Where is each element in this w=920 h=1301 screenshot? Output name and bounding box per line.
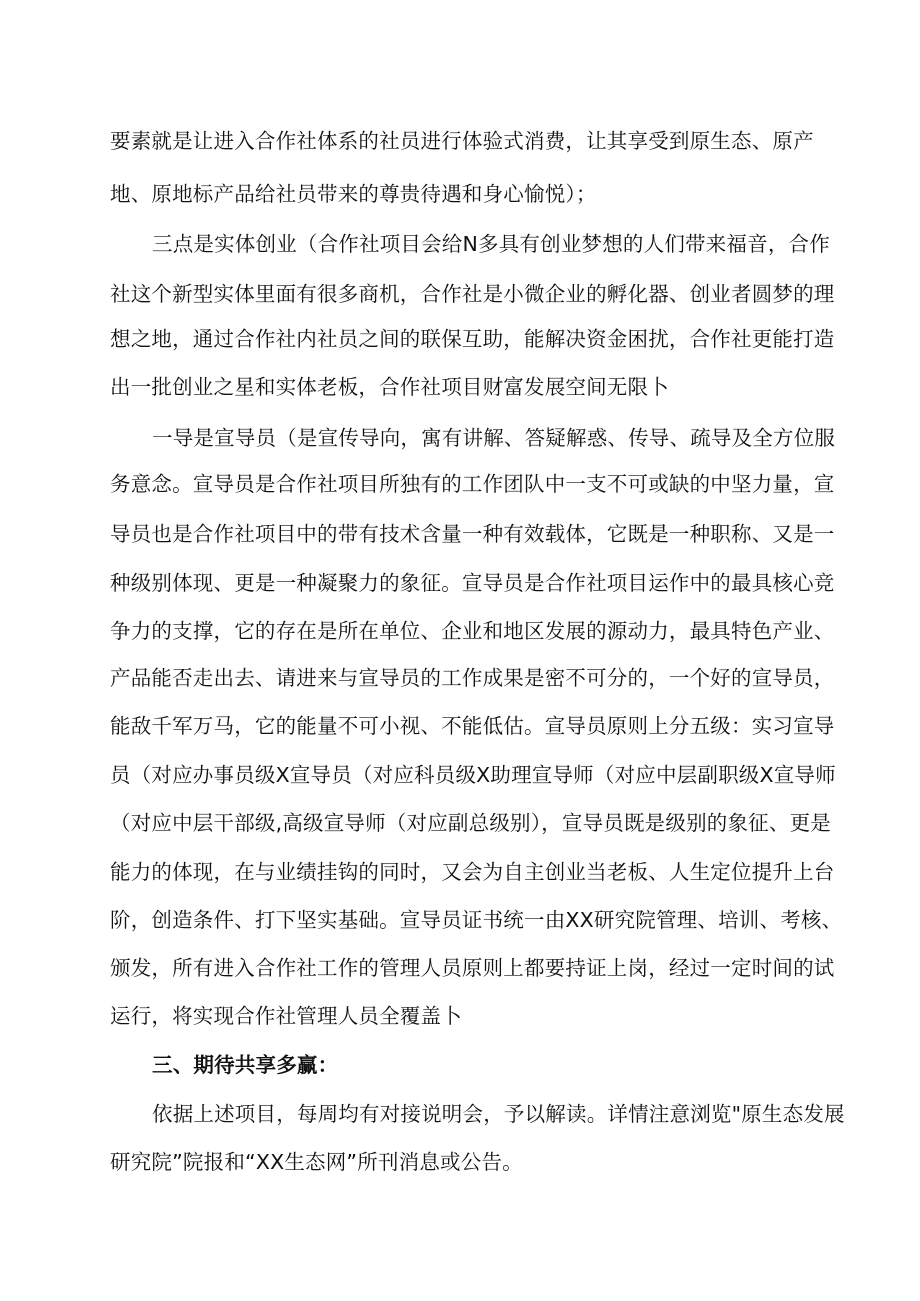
- paragraph-line: 导员也是合作社项目中的带有技术含量一种有效载体，它既是一种职称、又是一: [110, 522, 835, 546]
- paragraph-line: 三点是实体创业（合作社项目会给N多具有创业梦想的人们带来福音，合作: [152, 232, 830, 256]
- paragraph-line: 运行，将实现合作社管理人员全覆盖卜: [110, 1004, 462, 1028]
- paragraph-line: 种级别体现、更是一种凝聚力的象征。宣导员是合作社项目运作中的最具核心竞: [110, 571, 835, 595]
- paragraph-line: 想之地，通过合作社内社员之间的联保互助，能解决资金困扰，合作社更能打造: [110, 327, 835, 351]
- paragraph-line: 争力的支撑，它的存在是所在单位、企业和地区发展的源动力，最具特色产业、: [110, 619, 835, 643]
- paragraph-line: 能敌千军万马，它的能量不可小视、不能低估。宣导员原则上分五级：实习宣导: [110, 714, 835, 738]
- paragraph-line: 产品能否走出去、请进来与宣导员的工作成果是密不可分的，一个好的宣导员，: [110, 666, 835, 690]
- paragraph-line: 务意念。宣导员是合作社项目所独有的工作团队中一支不可或缺的中坚力量，宣: [110, 472, 835, 496]
- paragraph-line: 社这个新型实体里面有很多商机，合作社是小微企业的孵化器、创业者圆梦的理: [110, 282, 835, 306]
- paragraph-line: （对应中层干部级,高级宣导师（对应副总级别），宣导员既是级别的象征、更是: [110, 811, 831, 835]
- paragraph-line: 阶，创造条件、打下坚实基础。宣导员证书统一由XX研究院管理、培训、考核、: [110, 908, 843, 932]
- paragraph-line: 一导是宣导员（是宣传导向，寓有讲解、答疑解惑、传导、疏导及全方位服: [152, 426, 836, 450]
- paragraph-line: 依据上述项目，每周均有对接说明会，予以解读。详情注意浏览"原生态发展: [152, 1102, 845, 1126]
- paragraph-line: 研究院”院报和“XX生态网”所刊消息或公告。: [110, 1150, 523, 1174]
- paragraph-line: 能力的体现，在与业绩挂钩的同时，又会为自主创业当老板、人生定位提升上台: [110, 860, 835, 884]
- paragraph-line: 出一批创业之星和实体老板，合作社项目财富发展空间无限卜: [110, 375, 669, 399]
- paragraph-line: 员（对应办事员级X宣导员（对应科员级X助理宣导师（对应中层副职级X宣导师: [110, 763, 836, 787]
- paragraph-line: 地、原地标产品给社员带来的尊贵待遇和身心愉悦）；: [110, 182, 597, 206]
- paragraph-line: 颁发，所有进入合作社工作的管理人员原则上都要持证上岗，经过一定时间的试: [110, 956, 835, 980]
- paragraph-line: 要素就是让进入合作社体系的社员进行体验式消费，让其享受到原生态、原产: [110, 129, 814, 153]
- section-heading: 三、期待共享多赢：: [152, 1053, 339, 1077]
